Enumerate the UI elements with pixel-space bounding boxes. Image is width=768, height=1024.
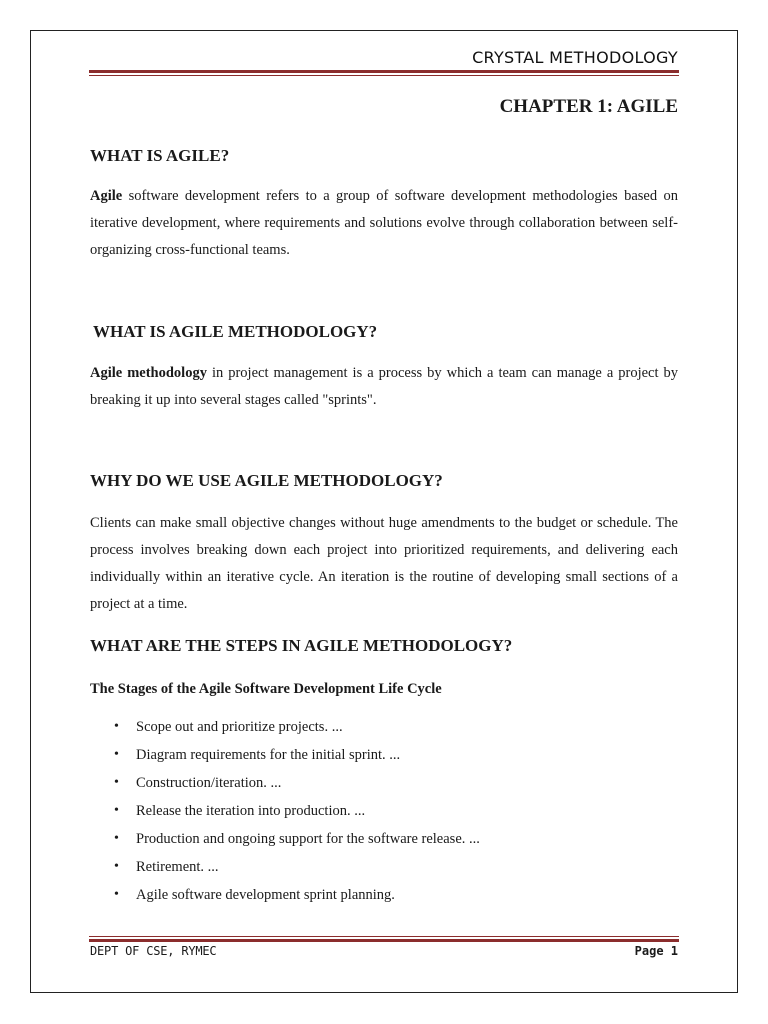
subheading-stages: The Stages of the Agile Software Development Life Cycle	[90, 681, 442, 697]
list-item	[90, 825, 480, 853]
stages-list	[90, 713, 480, 909]
paragraph-agile-methodology	[90, 360, 678, 414]
list-item-text: Diagram requirements for the initial sprint. ...	[136, 747, 401, 763]
running-header: CRYSTAL METHODOLOGY	[472, 48, 678, 67]
heading-what-is-agile: WHAT IS AGILE?	[90, 146, 230, 165]
bullet-icon: •	[114, 747, 119, 762]
bullet-icon: •	[114, 887, 119, 902]
term-agile-methodology: Agile methodology	[90, 365, 207, 381]
footer-department: DEPT OF CSE, RYMEC	[90, 944, 217, 958]
heading-agile-methodology: WHAT IS AGILE METHODOLOGY?	[93, 322, 378, 341]
list-item-text: Construction/iteration. ...	[136, 775, 282, 791]
paragraph-text: in project management is a process by which a team can manage a project by breaking it up into several stages called "sprints".	[90, 365, 678, 408]
list-item	[90, 713, 480, 741]
list-item	[90, 881, 480, 909]
list-item	[90, 769, 480, 797]
bullet-icon: •	[114, 803, 119, 818]
footer-rule	[89, 936, 679, 942]
list-item-text: Release the iteration into production. ...	[136, 803, 366, 819]
list-item-text: Retirement. ...	[136, 859, 219, 875]
heading-why-agile: WHY DO WE USE AGILE METHODOLOGY?	[90, 471, 443, 490]
bullet-icon: •	[114, 859, 119, 874]
list-item	[90, 853, 480, 881]
paragraph-what-is-agile	[90, 183, 678, 264]
bullet-icon: •	[114, 719, 119, 734]
bullet-icon: •	[114, 775, 119, 790]
header-rule	[89, 70, 679, 76]
term-agile: Agile	[90, 188, 123, 204]
list-item-text: Scope out and prioritize projects. ...	[136, 719, 343, 735]
chapter-title: CHAPTER 1: AGILE	[499, 96, 678, 117]
heading-steps: WHAT ARE THE STEPS IN AGILE METHODOLOGY?	[90, 636, 513, 655]
list-item	[90, 741, 480, 769]
paragraph-text: software development refers to a group of software development methodologies based on iterative development, where requirements and solutions evolve through collaboration between self-organizing cross-functional teams.	[90, 188, 678, 258]
page-number: Page 1	[634, 944, 678, 958]
list-item-text: Agile software development sprint planning.	[136, 887, 395, 903]
bullet-icon: •	[114, 831, 119, 846]
list-item-text: Production and ongoing support for the software release. ...	[136, 831, 480, 847]
list-item	[90, 797, 480, 825]
paragraph-why-agile: Clients can make small objective changes without huge amendments to the budget or schedule. The process involves breaking down each project into prioritized requirements, and delivering each individually within an iterative cycle. An iteration is the routine of developing small sections of a project at a time.	[90, 515, 678, 612]
